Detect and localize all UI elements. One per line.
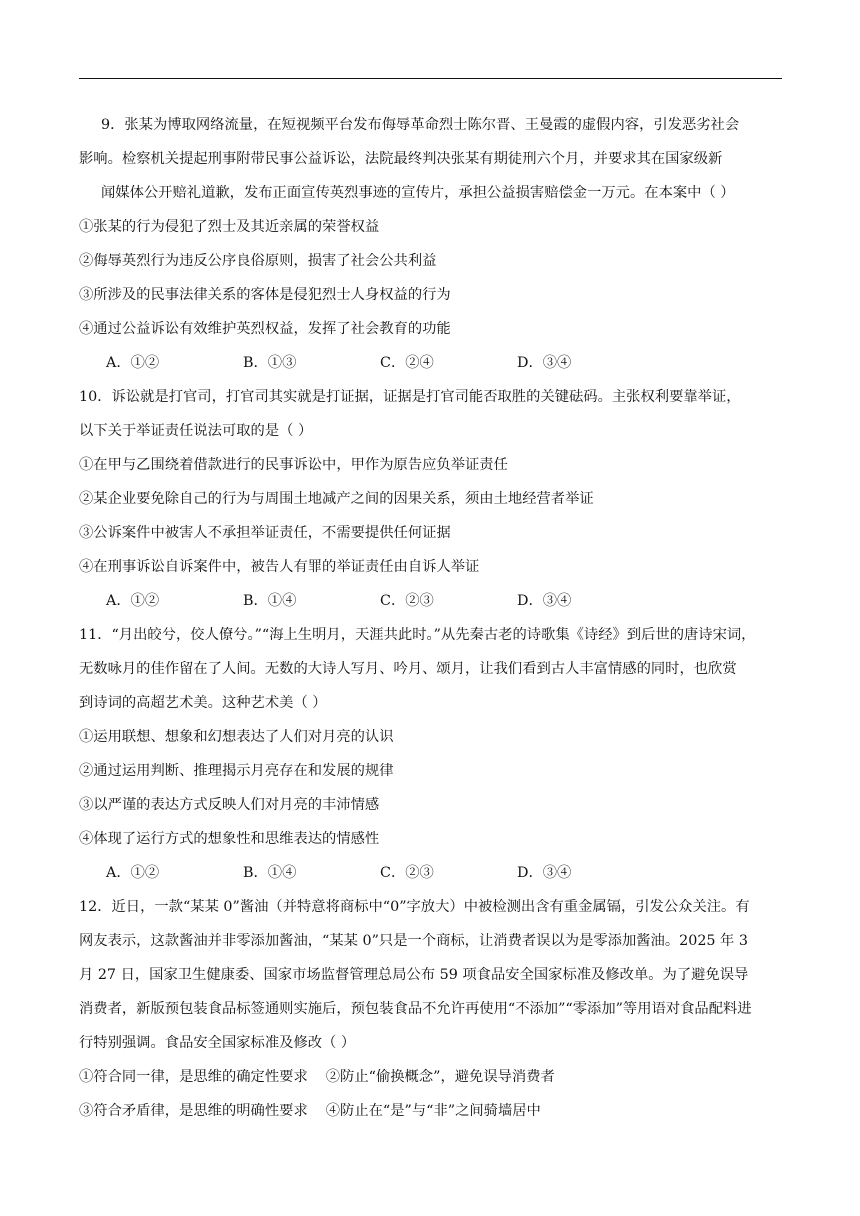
question-stem-line: 影响。检察机关提起刑事附带民事公益诉讼，法院最终判决张某有期徒刑六个月，并要求其在国家级新 (79, 151, 723, 167)
question-stem-line: 无数咏月的佳作留在了人间。无数的大诗人写月、吟月、颂月，让我们看到古人丰富情感的同时，也欣赏 (79, 661, 737, 677)
option-a[interactable]: A．①② (106, 355, 160, 371)
question-stem-line: 消费者，新版预包装食品标签通则实施后，预包装食品不允许再使用“不添加”“零添加”等用语对食品配料进 (79, 1001, 752, 1017)
option-b[interactable]: B．①③ (243, 355, 297, 371)
question-10 (79, 380, 782, 618)
option-d[interactable]: D．③④ (517, 865, 572, 881)
statement-2: ②侮辱英烈行为违反公序良俗原则，损害了社会公共利益 (79, 253, 437, 269)
option-a[interactable]: A．①② (106, 865, 160, 881)
question-stem-line: 以下关于举证责任说法可取的是（ ） (79, 423, 313, 439)
question-stem-line: 闻媒体公开赔礼道歉，发布正面宣传英烈事迹的宣传片，承担公益损害赔偿金一万元。在本案中（ ） (101, 185, 735, 201)
option-b[interactable]: B．①④ (243, 865, 297, 881)
answer-options (79, 584, 782, 618)
statement-3: ③符合矛盾律，是思维的明确性要求 (79, 1103, 308, 1119)
option-b[interactable]: B．①④ (243, 593, 297, 609)
statement-1: ①在甲与乙围绕着借款进行的民事诉讼中，甲作为原告应负举证责任 (79, 457, 508, 473)
statement-4: ④体现了运行方式的想象性和思维表达的情感性 (79, 831, 380, 847)
statement-4: ④防止在“是”与“非”之间骑墙居中 (325, 1103, 541, 1119)
statement-1: ①张某的行为侵犯了烈士及其近亲属的荣誉权益 (79, 219, 380, 235)
statement-2: ②某企业要免除自己的行为与周围土地减产之间的因果关系，须由土地经营者举证 (79, 491, 594, 507)
question-list (79, 108, 782, 1128)
question-stem-line: 到诗词的高超艺术美。这种艺术美（ ） (79, 695, 327, 711)
statement-pair-row (79, 1060, 782, 1094)
question-stem-line: 11．“月出皎兮，佼人僚兮。”“海上生明月，天涯共此时。”从先秦古老的诗歌集《诗经》到后世的唐诗宋词， (79, 627, 756, 643)
answer-options (79, 856, 782, 890)
option-c[interactable]: C．②③ (380, 865, 434, 881)
question-stem-line: 9．张某为博取网络流量，在短视频平台发布侮辱革命烈士陈尔晋、王曼霞的虚假内容，引发恶劣社会 (101, 117, 740, 133)
statement-3: ③公诉案件中被害人不承担举证责任，不需要提供任何证据 (79, 525, 451, 541)
statement-4: ④在刑事诉讼自诉案件中，被告人有罪的举证责任由自诉人举证 (79, 559, 480, 575)
header-rule (79, 78, 782, 79)
question-stem-line: 12．近日，一款“某某 0”酱油（并特意将商标中“0”字放大）中被检测出含有重金属镉，引发公众关注。有 (79, 899, 750, 915)
statement-1: ①符合同一律，是思维的确定性要求 (79, 1069, 308, 1085)
question-9 (79, 108, 782, 380)
option-c[interactable]: C．②④ (380, 355, 434, 371)
question-11 (79, 618, 782, 890)
option-d[interactable]: D．③④ (517, 593, 572, 609)
question-stem-line: 网友表示，这款酱油并非零添加酱油，“某某 0”只是一个商标，让消费者误以为是零添加酱油。2025 年 3 (79, 933, 748, 949)
statement-2: ②通过运用判断、推理揭示月亮存在和发展的规律 (79, 763, 394, 779)
question-stem-line: 行特别强调。食品安全国家标准及修改（ ） (79, 1035, 356, 1051)
statement-3: ③所涉及的民事法律关系的客体是侵犯烈士人身权益的行为 (79, 287, 451, 303)
statement-4: ④通过公益诉讼有效维护英烈权益，发挥了社会教育的功能 (79, 321, 451, 337)
answer-options (79, 346, 782, 380)
statement-2: ②防止“偷换概念”，避免误导消费者 (325, 1069, 555, 1085)
question-12 (79, 890, 782, 1128)
statement-pair-row (79, 1094, 782, 1128)
statement-1: ①运用联想、想象和幻想表达了人们对月亮的认识 (79, 729, 394, 745)
question-stem-line: 月 27 日，国家卫生健康委、国家市场监督管理总局公布 59 项食品安全国家标准及修改单。为了避免误导 (79, 967, 749, 983)
option-a[interactable]: A．①② (106, 593, 160, 609)
question-stem-line: 10．诉讼就是打官司，打官司其实就是打证据，证据是打官司能否取胜的关键砝码。主张权利要靠举证， (79, 389, 741, 405)
statement-3: ③以严谨的表达方式反映人们对月亮的丰沛情感 (79, 797, 380, 813)
option-d[interactable]: D．③④ (517, 355, 572, 371)
option-c[interactable]: C．②③ (380, 593, 434, 609)
